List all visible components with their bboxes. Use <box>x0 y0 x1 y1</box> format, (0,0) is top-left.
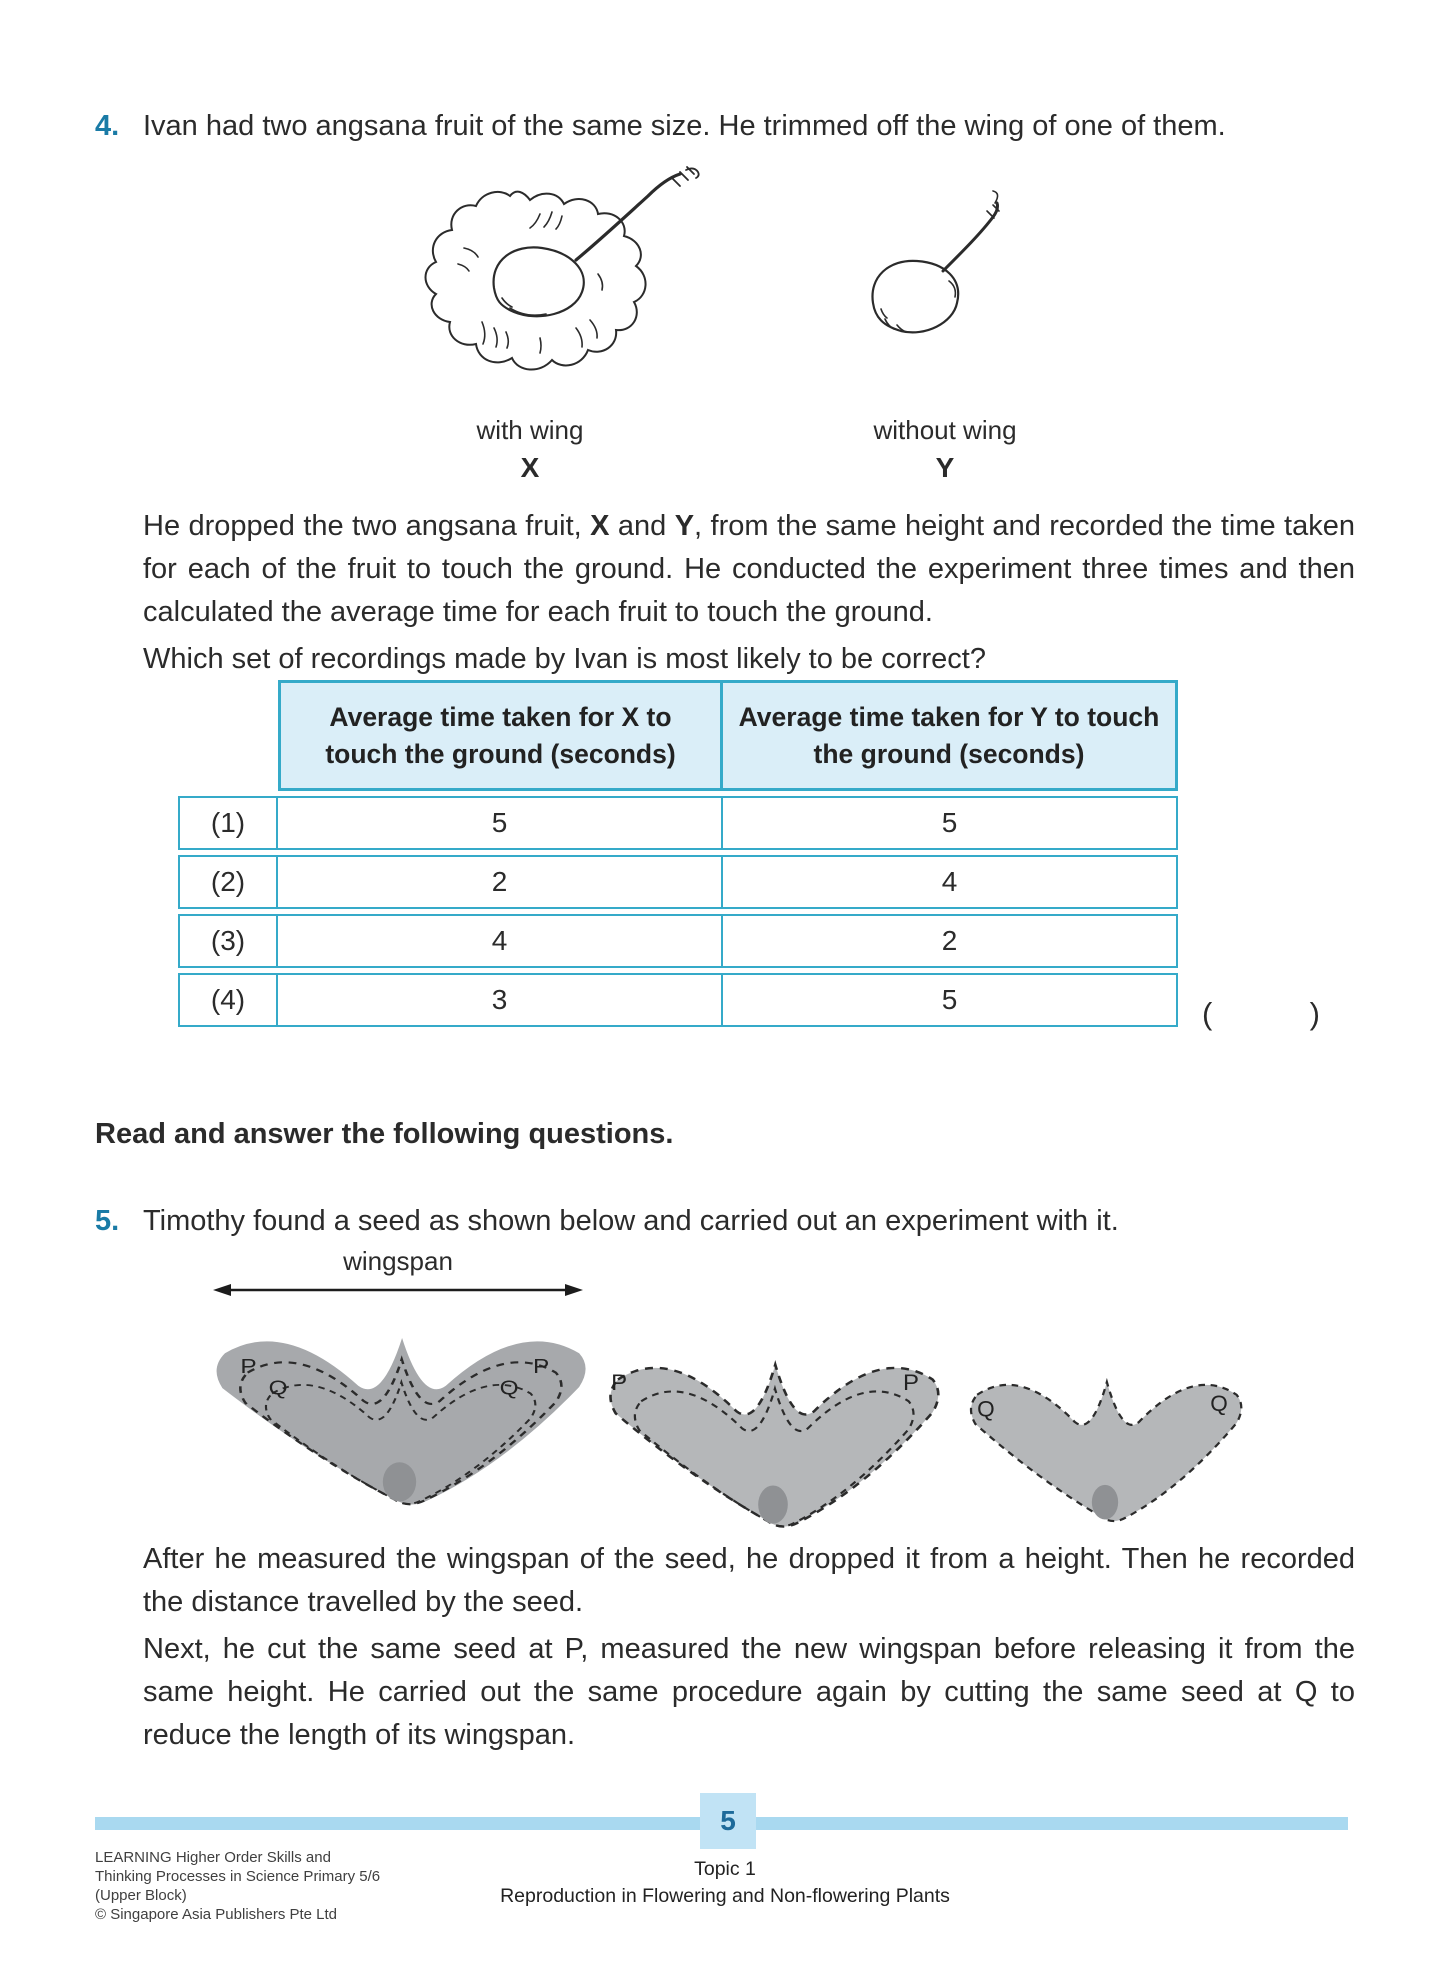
page-number-badge <box>700 1793 756 1849</box>
cut-label-q-right: Q <box>1210 1391 1228 1417</box>
label-fruit-x: X <box>520 452 540 483</box>
question-4 <box>95 105 1357 148</box>
cut-label-p-right: P <box>902 1369 919 1395</box>
para-text: He dropped the two angsana fruit, <box>143 510 591 542</box>
table-row <box>178 973 1178 1027</box>
topic-number: Topic 1 <box>694 1858 756 1880</box>
option-label: (2) <box>178 855 278 909</box>
topic-name: Reproduction in Flowering and Non-flowering Plants <box>500 1885 950 1907</box>
question-5-paragraph-2: Next, he cut the same seed at P, measured the new wingspan before releasing it from the same height. He carried out the same procedure again by cutting the same seed at Q to reduce the length of its wingspan. <box>143 1633 1355 1751</box>
value-y: 2 <box>723 914 1178 968</box>
caption-with-wing: with wing <box>476 415 584 445</box>
section-heading: Read and answer the following questions. <box>95 1118 674 1150</box>
cut-label-p-left: P <box>240 1354 257 1378</box>
question-4-text: Ivan had two angsana fruit of the same size. He trimmed off the wing of one of them. <box>143 110 1226 142</box>
value-x: 3 <box>278 973 723 1027</box>
angsana-fruit-with-wing-illustration <box>390 152 710 402</box>
value-y: 4 <box>723 855 1178 909</box>
question-5 <box>95 1200 1357 1243</box>
table-header-x: Average time taken for X to touch the ground (seconds) <box>278 680 723 791</box>
imprint-line: (Upper Block) <box>95 1887 187 1904</box>
value-y: 5 <box>723 973 1178 1027</box>
close-paren: ) <box>1309 996 1320 1031</box>
seed-full-illustration <box>207 1290 592 1508</box>
label-fruit-y: Y <box>935 452 955 483</box>
caption-without-wing: without wing <box>873 415 1017 445</box>
angsana-fruit-without-wing-illustration <box>845 185 1005 375</box>
option-label: (3) <box>178 914 278 968</box>
value-x: 5 <box>278 796 723 850</box>
table-header-y: Average time taken for Y to touch the ground (seconds) <box>723 680 1178 791</box>
topic-title <box>380 1856 1070 1910</box>
question-4-paragraph <box>143 505 1355 634</box>
value-x: 4 <box>278 914 723 968</box>
imprint-line: © Singapore Asia Publishers Pte Ltd <box>95 1906 338 1923</box>
bold-x: X <box>590 510 610 542</box>
table-row <box>178 855 1178 909</box>
table-row <box>178 796 1178 850</box>
seed-body <box>758 1485 788 1523</box>
imprint-line: LEARNING Higher Order Skills and <box>95 1849 331 1866</box>
page-number: 5 <box>720 1805 736 1836</box>
question-5-paragraph-1: After he measured the wingspan of the seed, he dropped it from a height. Then he recorded the distance travelled by the seed. <box>143 1543 1355 1618</box>
cut-label-q-left: Q <box>268 1376 288 1400</box>
recordings-table <box>178 680 1178 1027</box>
seed-body <box>383 1462 416 1501</box>
table-header-row <box>278 680 1178 791</box>
para-text: and <box>609 510 675 542</box>
option-label: (4) <box>178 973 278 1027</box>
open-paren: ( <box>1202 996 1213 1031</box>
question-4-prompt: Which set of recordings made by Ivan is most likely to be correct? <box>143 643 986 675</box>
cut-label-p-left: P <box>611 1369 628 1395</box>
publisher-imprint <box>95 1848 380 1924</box>
seed-cut-at-q-illustration <box>964 1342 1246 1524</box>
question-4-number: 4. <box>95 110 120 142</box>
cut-label-q-left: Q <box>977 1396 995 1422</box>
cut-label-p-right: P <box>532 1354 550 1378</box>
answer-brackets <box>1202 996 1320 1032</box>
question-5-text: Timothy found a seed as shown below and carried out an experiment with it. <box>143 1205 1119 1237</box>
wingspan-label: wingspan <box>343 1246 453 1276</box>
para-text: , from the same height and recorded the time taken for each of the fruit to touch the ground. He conducted the experiment three times and then calculated the average time for each fruit to touch the ground. <box>143 510 1355 628</box>
table-row <box>178 914 1178 968</box>
value-x: 2 <box>278 855 723 909</box>
option-label: (1) <box>178 796 278 850</box>
seed-cut-at-p-illustration <box>602 1318 944 1530</box>
seed-body <box>1092 1485 1118 1520</box>
value-y: 5 <box>723 796 1178 850</box>
cut-label-q-right: Q <box>499 1376 519 1400</box>
question-5-number: 5. <box>95 1205 120 1237</box>
imprint-line: Thinking Processes in Science Primary 5/6 <box>95 1868 381 1885</box>
bold-y: Y <box>674 510 695 542</box>
